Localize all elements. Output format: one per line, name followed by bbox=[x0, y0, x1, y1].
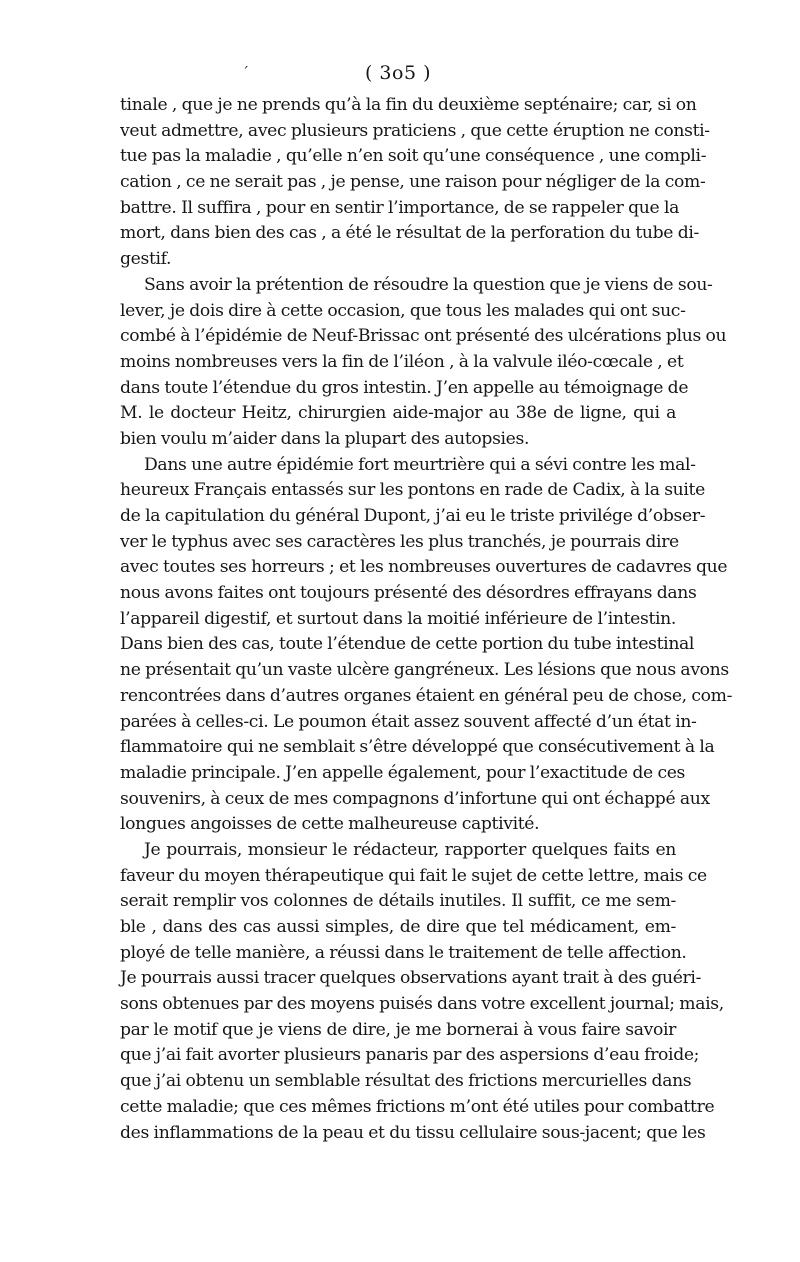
text-line: lever, je dois dire à cette occasion, que tous les malades qui ont suc- bbox=[120, 300, 686, 321]
text-line: l’appareil digestif, et surtout dans la moitié inférieure de l’intestin. bbox=[120, 608, 676, 629]
text-line: ble , dans des cas aussi simples, de dire que tel médicament, em- bbox=[120, 917, 676, 937]
text-line: Sans avoir la prétention de résoudre la question que je viens de sou- bbox=[144, 274, 713, 295]
text-line: parées à celles-ci. Le poumon était assez souvent affecté d’un état in- bbox=[120, 711, 697, 732]
text-line: faveur du moyen thérapeutique qui fait le sujet de cette lettre, mais ce bbox=[120, 865, 707, 886]
text-line: de la capitulation du général Dupont, j’ai eu le triste privilége d’obser- bbox=[120, 506, 706, 526]
text-line: veut admettre, avec plusieurs praticiens , que cette éruption ne consti- bbox=[120, 120, 710, 141]
text-line: nous avons faites ont toujours présenté des désordres effrayans dans bbox=[120, 583, 697, 604]
text-line: flammatoire qui ne semblait s’être développé que consécutivement à la bbox=[120, 737, 715, 758]
text-line: cation , ce ne serait pas , je pense, une raison pour négliger de la com- bbox=[120, 172, 706, 193]
text-line: ne présentait qu’un vaste ulcère gangréneux. Les lésions que nous avons bbox=[120, 660, 729, 681]
text-line: tinale , que je ne prends qu’à la fin du deuxième septénaire; car, si on bbox=[120, 95, 697, 115]
text-line: Je pourrais, monsieur le rédacteur, rapporter quelques faits en bbox=[144, 839, 676, 860]
text-line: mort, dans bien des cas , a été le résultat de la perforation du tube di- bbox=[120, 223, 699, 244]
text-line: que j’ai fait avorter plusieurs panaris par des aspersions d’eau froide; bbox=[120, 1045, 700, 1066]
text-line: tue pas la maladie , qu’elle n’en soit qu’une conséquence , une compli- bbox=[120, 146, 707, 167]
text-line: ver le typhus avec ses caractères les plus tranchés, je pourrais dire bbox=[120, 531, 679, 552]
text-line: maladie principale. J’en appelle également, pour l’exactitude de ces bbox=[120, 762, 686, 783]
book-page bbox=[120, 0, 733, 1262]
text-line: combé à l’épidémie de Neuf-Brissac ont présenté des ulcérations plus ou bbox=[120, 326, 727, 347]
text-line: avec toutes ses horreurs ; et les nombreuses ouvertures de cadavres que bbox=[120, 557, 728, 578]
text-line: longues angoisses de cette malheureuse captivité. bbox=[120, 814, 540, 835]
text-line: Dans bien des cas, toute l’étendue de cette portion du tube intestinal bbox=[120, 634, 695, 655]
text-line: moins nombreuses vers la fin de l’iléon , à la valvule iléo-cœcale , et bbox=[120, 351, 684, 372]
text-line: heureux Français entassés sur les pontons en rade de Cadix, à la suite bbox=[120, 480, 705, 501]
body-text bbox=[120, 93, 733, 1146]
page-number: ( 3o5 ) bbox=[364, 62, 432, 84]
text-line: que j’ai obtenu un semblable résultat des frictions mercurielles dans bbox=[120, 1071, 692, 1092]
text-line: M. le docteur Heitz, chirurgien aide-major au 38e de ligne, qui a bbox=[120, 403, 676, 424]
text-line: bien voulu m’aider dans la plupart des autopsies. bbox=[120, 428, 530, 449]
text-line: Je pourrais aussi tracer quelques observations ayant trait à des guéri- bbox=[120, 968, 702, 989]
text-line: par le motif que je viens de dire, je me bornerai à vous faire savoir bbox=[120, 1019, 676, 1040]
text-line: ployé de telle manière, a réussi dans le traitement de telle affection. bbox=[120, 942, 687, 963]
text-line: serait remplir vos colonnes de détails inutiles. Il suffit, ce me sem- bbox=[120, 891, 676, 912]
text-line: dans toute l’étendue du gros intestin. J’en appelle au témoignage de bbox=[120, 377, 689, 398]
text-line: des inflammations de la peau et du tissu cellulaire sous-jacent; que les bbox=[120, 1122, 706, 1143]
text-line: battre. Il suffira , pour en sentir l’importance, de se rappeler que la bbox=[120, 197, 679, 218]
text-line: souvenirs, à ceux de mes compagnons d’infortune qui ont échappé aux bbox=[120, 788, 710, 809]
text-line: cette maladie; que ces mêmes frictions m’ont été utiles pour combattre bbox=[120, 1096, 715, 1117]
text-line: sons obtenues par des moyens puisés dans votre excellent journal; mais, bbox=[120, 994, 724, 1015]
text-line: rencontrées dans d’autres organes étaient en général peu de chose, com- bbox=[120, 685, 733, 706]
stray-ink-mark: ´ bbox=[242, 65, 249, 81]
text-line: Dans une autre épidémie fort meurtrière qui a sévi contre les mal- bbox=[144, 454, 696, 475]
text-line: gestif. bbox=[120, 249, 172, 270]
